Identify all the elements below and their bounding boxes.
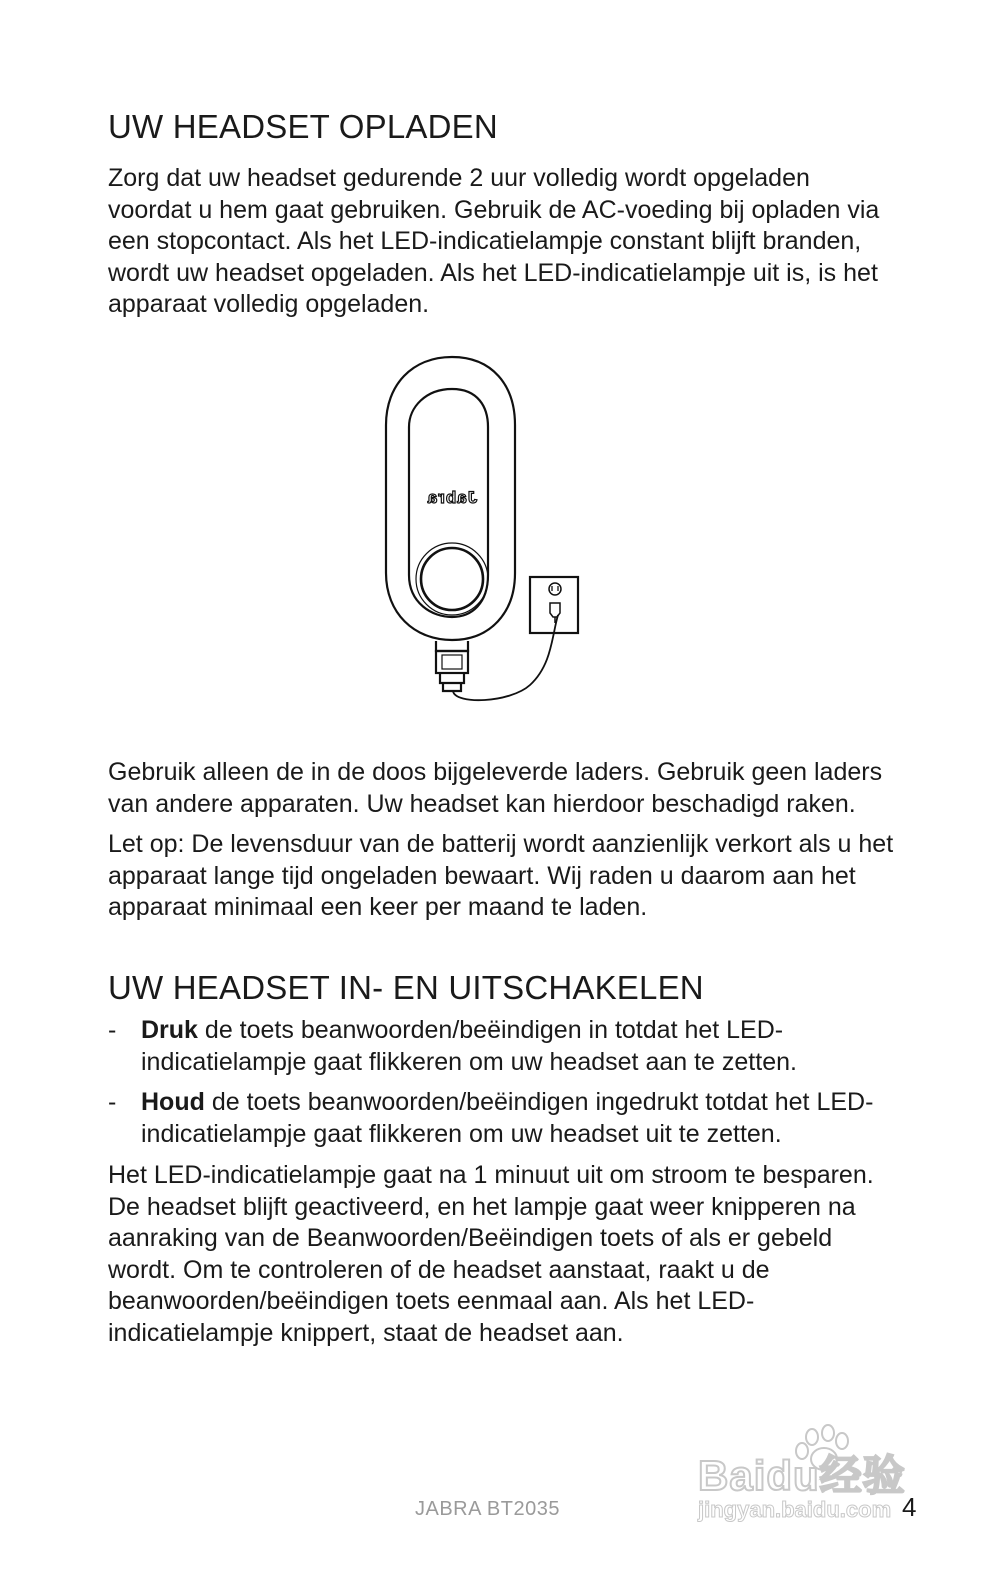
bullet-dash: - — [108, 1088, 117, 1116]
footer-product-label: JABRA BT2035 — [415, 1498, 560, 1520]
bullet-text: de toets beanwoorden/beëindigen in totdat het LED-indicatielampje gaat flikkeren om uw headset aan te zetten. — [141, 1016, 797, 1076]
bullet-dash: - — [108, 1016, 117, 1044]
charger-plug-icon — [436, 641, 468, 691]
watermark-url-text: jingyan.baidu.com — [698, 1497, 892, 1522]
headset-brand-text: Jabra — [426, 488, 478, 507]
list-item-power-off — [108, 1087, 898, 1150]
answer-end-button-icon — [421, 548, 483, 610]
led-closing-paragraph: Het LED-indicatielampje gaat na 1 minuut uit om stroom te besparen. De headset blijft geactiveerd, en het lampje gaat weer knipperen na aanraking van de Beanwoorden/Beëindigen toets of als er gebeld wordt. Om te controleren of de headset aanstaat, raakt u de beanwoorden/beëindigen toets eenmaal aan. Als het LED-indicatielampje knippert, staat de headset aan. — [108, 1161, 874, 1347]
baidu-watermark — [690, 1425, 920, 1535]
chargers-note-paragraph: Gebruik alleen de in de doos bijgeleverde laders. Gebruik geen laders van andere apparaten. Uw headset kan hierdoor beschadigd raken. — [108, 758, 883, 818]
headset-charging-illustration — [380, 355, 600, 705]
charging-intro-paragraph: Zorg dat uw headset gedurende 2 uur volledig wordt opgeladen voordat u hem gaat gebruiken. Gebruik de AC-voeding bij opladen via een stopcontact. Als het LED-indicatielampje constant blijft branden, wordt uw headset opgeladen. Als het LED-indicatielampje uit is, is het apparaat volledig opgeladen. — [108, 164, 880, 318]
list-item-power-on — [108, 1015, 898, 1078]
bullet-keyword: Houd — [141, 1088, 205, 1116]
watermark-main-text: Baidu经验 — [698, 1452, 906, 1499]
bullet-text: de toets beanwoorden/beëindigen ingedrukt totdat het LED-indicatielampje gaat flikkeren om uw headset uit te zetten. — [141, 1088, 874, 1148]
section-title-power: UW HEADSET IN- EN UITSCHAKELEN — [108, 969, 704, 1006]
section-title-charging: UW HEADSET OPLADEN — [108, 108, 498, 145]
battery-note-paragraph: Let op: De levensduur van de batterij wordt aanzienlijk verkort als u het apparaat lange tijd ongeladen bewaart. Wij raden u daarom aan het apparaat minimaal een keer per maand te laden. — [108, 830, 894, 921]
bullet-keyword: Druk — [141, 1016, 198, 1044]
wall-socket-icon — [530, 577, 578, 633]
page-number: 4 — [902, 1492, 917, 1522]
